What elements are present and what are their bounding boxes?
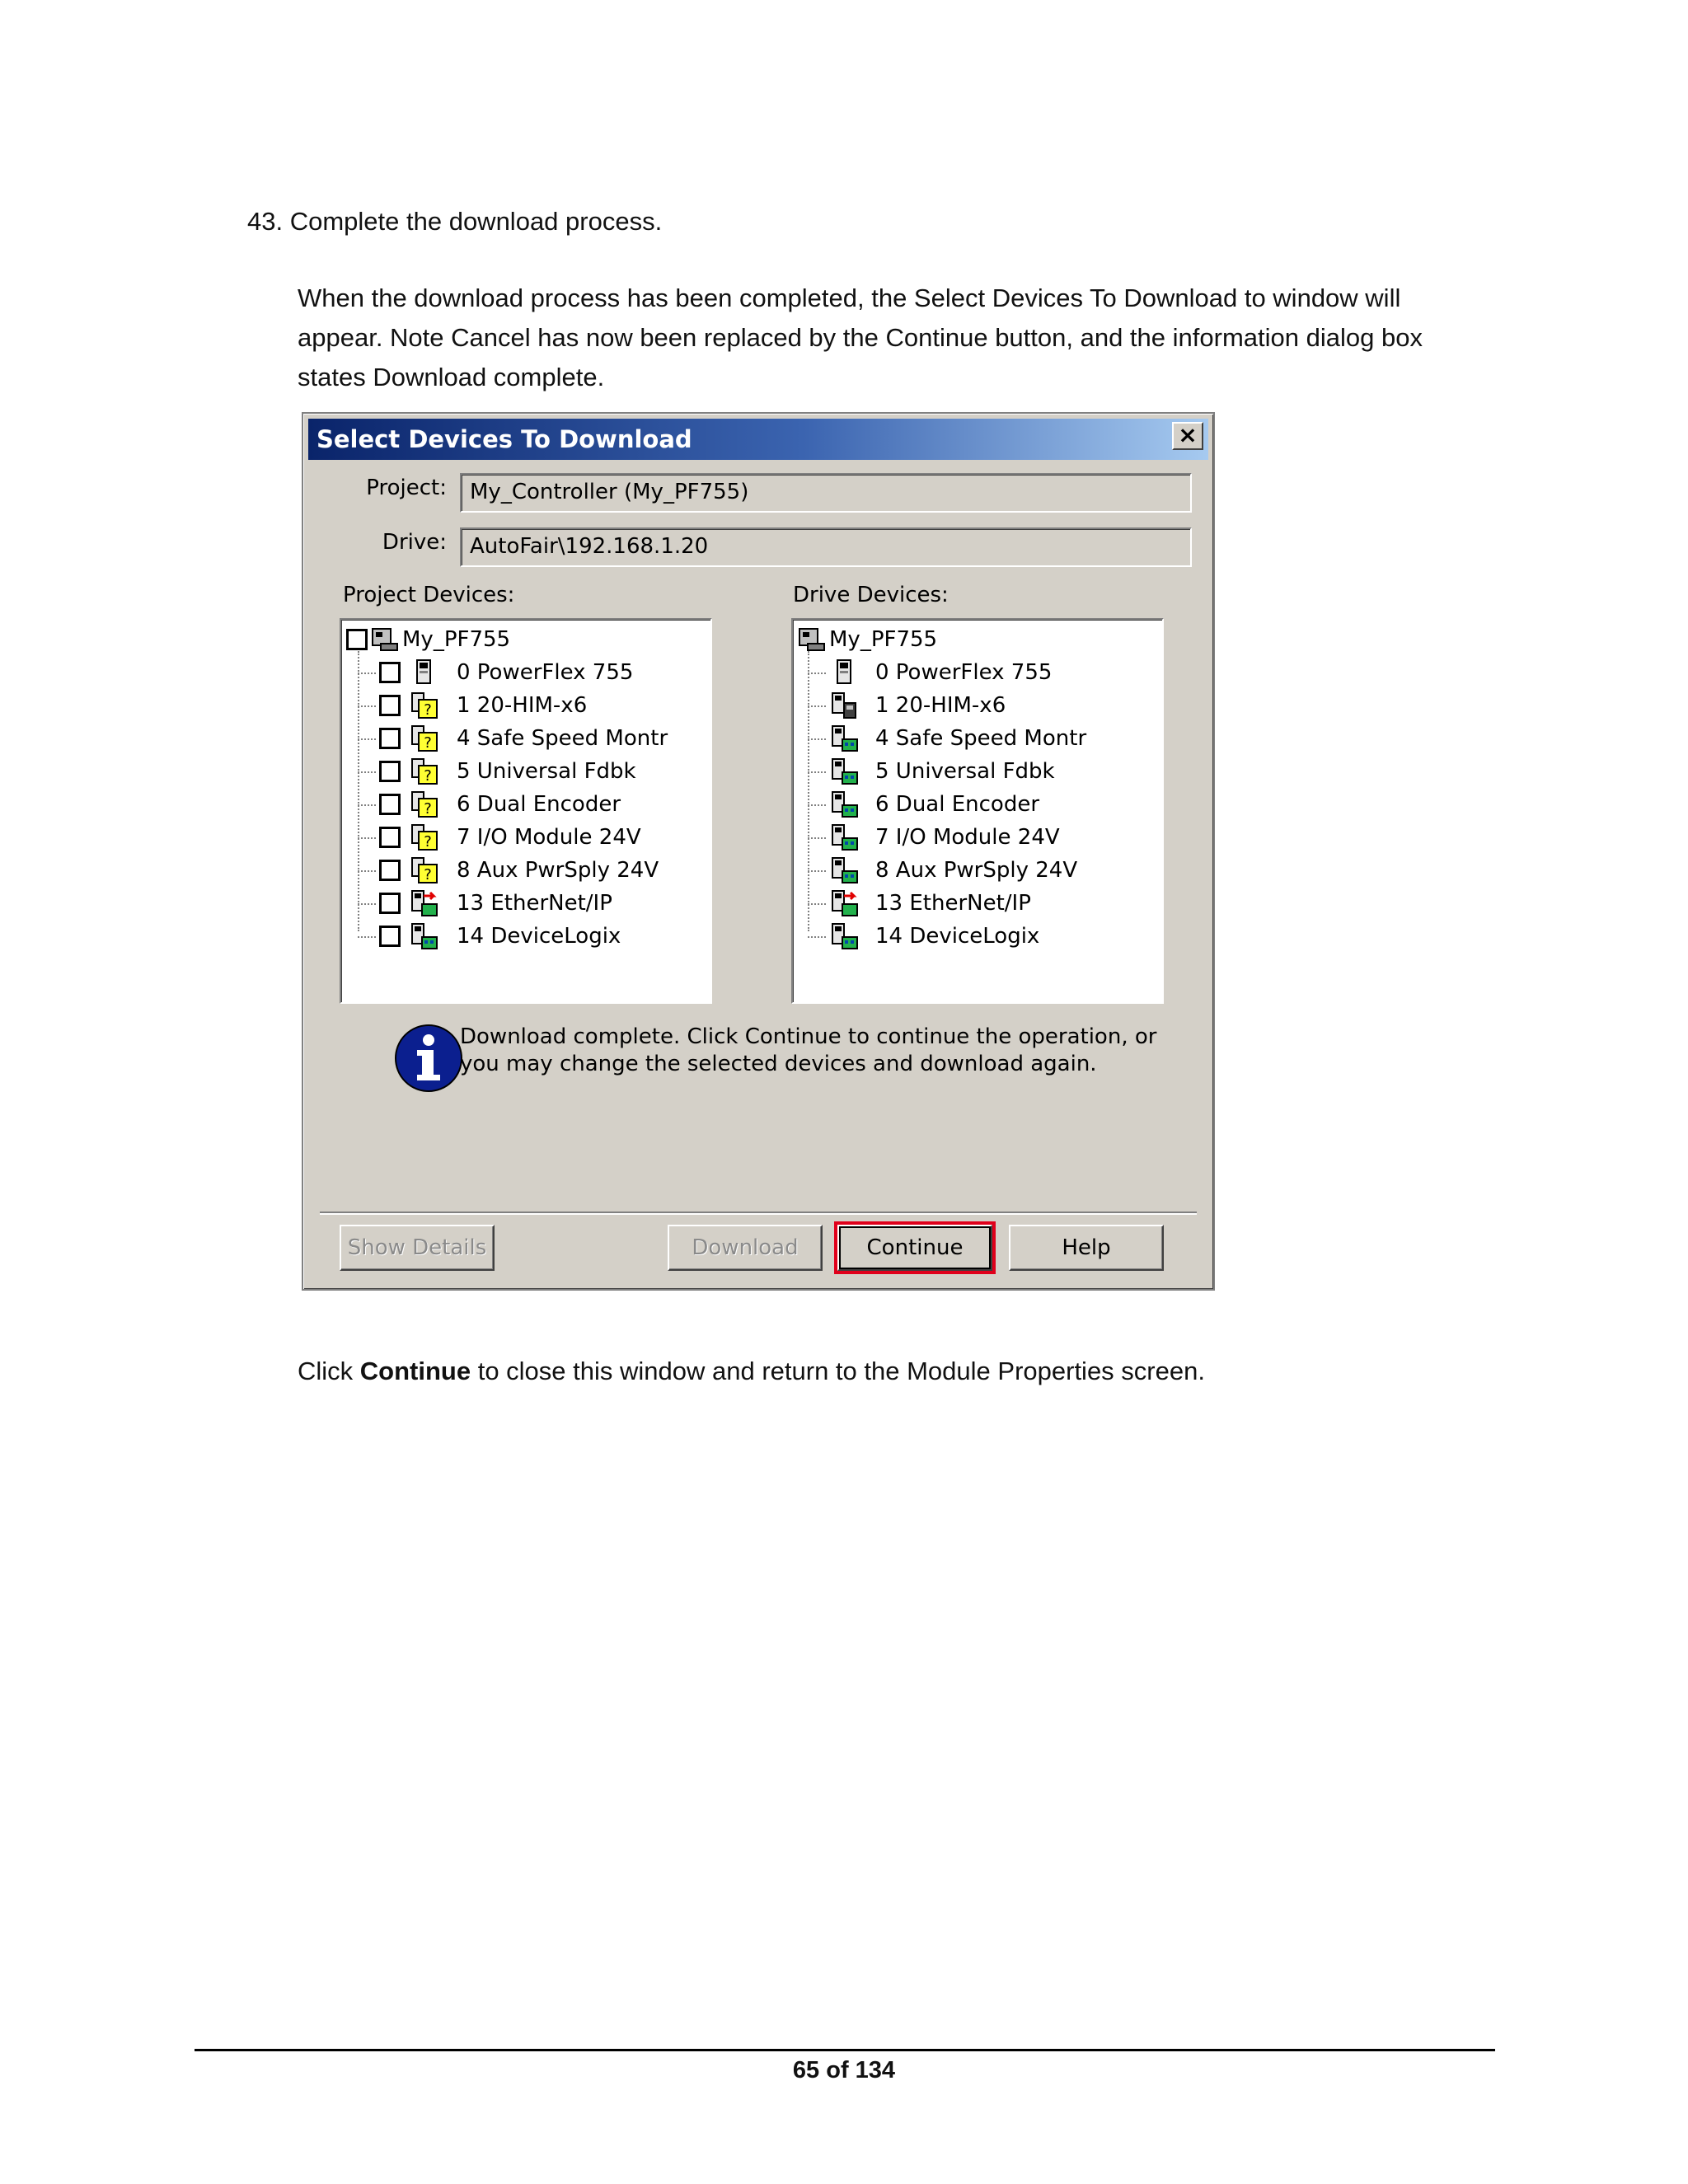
- network-device-icon: [410, 922, 438, 950]
- project-device-row[interactable]: [341, 887, 704, 920]
- project-device-checkbox[interactable]: [379, 827, 401, 848]
- tree-connector: [358, 804, 376, 806]
- svg-text:?: ?: [424, 767, 432, 785]
- step-heading: 43. Complete the download process.: [247, 207, 663, 236]
- project-device-row[interactable]: [341, 788, 704, 821]
- unknown-device-icon: [410, 691, 438, 719]
- network-device-icon: [831, 922, 859, 950]
- drive-icon: [798, 626, 826, 654]
- tree-connector: [358, 771, 376, 773]
- outro-suffix: to close this window and return to the Module Properties screen.: [471, 1357, 1205, 1385]
- network-transfer-icon: [410, 889, 438, 917]
- drive-device-label: 13 EtherNet/IP: [875, 891, 1031, 916]
- project-device-label: 8 Aux PwrSply 24V: [457, 858, 659, 883]
- network-device-icon: [831, 823, 859, 851]
- tree-connector: [808, 771, 826, 773]
- drive-icon: [371, 626, 399, 654]
- him-device-icon: [831, 691, 859, 719]
- project-device-row[interactable]: [341, 656, 704, 689]
- project-devices-label: Project Devices:: [343, 583, 515, 607]
- project-device-row[interactable]: [341, 920, 704, 953]
- unknown-device-icon: [410, 856, 438, 884]
- drive-field: AutoFair\192.168.1.20: [460, 527, 1192, 567]
- drive-device-row[interactable]: [793, 689, 1156, 722]
- drive-device-label: 7 I/O Module 24V: [875, 825, 1060, 850]
- drive-icon: [831, 658, 859, 687]
- info-line-1: Download complete. Click Continue to continue the operation, or: [460, 1024, 1157, 1049]
- svg-text:?: ?: [424, 701, 432, 719]
- project-device-checkbox[interactable]: [379, 662, 401, 683]
- svg-text:?: ?: [424, 866, 432, 883]
- project-device-checkbox[interactable]: [379, 893, 401, 914]
- project-root-checkbox[interactable]: [346, 629, 368, 650]
- project-device-label: 5 Universal Fdbk: [457, 759, 636, 784]
- drive-device-label: 8 Aux PwrSply 24V: [875, 858, 1078, 883]
- project-label: Project:: [366, 476, 447, 500]
- drive-device-row[interactable]: [793, 755, 1156, 788]
- dialog-title: Select Devices To Download: [308, 419, 1208, 460]
- download-button[interactable]: Download: [668, 1225, 823, 1271]
- project-device-checkbox[interactable]: [379, 926, 401, 947]
- select-devices-dialog: [302, 412, 1215, 1291]
- tree-connector: [358, 673, 376, 674]
- tree-connector: [358, 903, 376, 905]
- outro-prefix: Click: [298, 1357, 360, 1385]
- project-device-row[interactable]: [341, 722, 704, 755]
- project-device-label: 4 Safe Speed Montr: [457, 726, 668, 751]
- show-details-button[interactable]: Show Details: [340, 1225, 495, 1271]
- drive-device-row[interactable]: [793, 821, 1156, 854]
- drive-device-row[interactable]: [793, 887, 1156, 920]
- tree-connector: [358, 837, 376, 839]
- project-device-row[interactable]: [341, 854, 704, 887]
- project-device-checkbox[interactable]: [379, 761, 401, 782]
- info-icon: [394, 1024, 463, 1093]
- tree-connector: [358, 870, 376, 872]
- project-device-checkbox[interactable]: [379, 860, 401, 881]
- button-separator: [320, 1212, 1197, 1215]
- unknown-device-icon: [410, 823, 438, 851]
- unknown-device-icon: [410, 790, 438, 818]
- footer-rule: [195, 2049, 1495, 2051]
- tree-connector: [358, 705, 376, 707]
- network-device-icon: [831, 724, 859, 752]
- tree-connector: [808, 837, 826, 839]
- drive-device-row[interactable]: [793, 788, 1156, 821]
- project-device-row[interactable]: [341, 689, 704, 722]
- drive-device-label: 6 Dual Encoder: [875, 792, 1040, 817]
- tree-connector: [808, 804, 826, 806]
- svg-text:?: ?: [424, 800, 432, 818]
- project-device-checkbox[interactable]: [379, 728, 401, 749]
- help-button[interactable]: Help: [1009, 1225, 1164, 1271]
- drive-root-label: My_PF755: [829, 627, 938, 652]
- project-device-checkbox[interactable]: [379, 794, 401, 815]
- tree-connector: [808, 673, 826, 674]
- network-device-icon: [831, 790, 859, 818]
- drive-devices-tree[interactable]: [791, 618, 1164, 1004]
- outro-paragraph: [298, 1352, 1205, 1391]
- page-number: 65 of 134: [792, 2057, 896, 2083]
- drive-icon: [410, 658, 438, 687]
- project-device-label: 1 20-HIM-x6: [457, 693, 588, 718]
- tree-connector: [808, 870, 826, 872]
- tree-connector: [808, 738, 826, 740]
- project-root-label: My_PF755: [402, 627, 511, 652]
- project-device-row[interactable]: [341, 821, 704, 854]
- drive-device-label: 14 DeviceLogix: [875, 924, 1040, 949]
- tree-connector: [358, 936, 376, 938]
- drive-device-label: 4 Safe Speed Montr: [875, 726, 1087, 751]
- drive-devices-label: Drive Devices:: [793, 583, 949, 607]
- project-device-label: 14 DeviceLogix: [457, 924, 621, 949]
- tree-connector: [358, 738, 376, 740]
- project-device-label: 13 EtherNet/IP: [457, 891, 612, 916]
- drive-device-row[interactable]: [793, 656, 1156, 689]
- unknown-device-icon: [410, 757, 438, 785]
- project-device-label: 0 PowerFlex 755: [457, 660, 634, 685]
- info-line-2: you may change the selected devices and download again.: [460, 1052, 1097, 1076]
- close-icon[interactable]: ×: [1172, 422, 1203, 450]
- drive-label: Drive:: [382, 530, 447, 555]
- network-device-icon: [831, 757, 859, 785]
- tree-connector: [808, 936, 826, 938]
- unknown-device-icon: [410, 724, 438, 752]
- network-transfer-icon: [831, 889, 859, 917]
- continue-button[interactable]: Continue: [837, 1225, 992, 1271]
- tree-connector: [808, 903, 826, 905]
- drive-device-row[interactable]: [793, 854, 1156, 887]
- drive-device-row[interactable]: [793, 920, 1156, 953]
- project-device-checkbox[interactable]: [379, 695, 401, 716]
- intro-paragraph: When the download process has been completed, the Select Devices To Download to window will appear. Note Cancel has now been replaced by the Continue button, and the information dialog box states Download complete.: [298, 284, 1423, 391]
- drive-device-label: 1 20-HIM-x6: [875, 693, 1006, 718]
- network-device-icon: [831, 856, 859, 884]
- project-device-row[interactable]: [341, 755, 704, 788]
- drive-device-row[interactable]: [793, 722, 1156, 755]
- drive-device-label: 5 Universal Fdbk: [875, 759, 1055, 784]
- svg-text:?: ?: [424, 833, 432, 851]
- project-devices-tree[interactable]: [340, 618, 712, 1004]
- svg-text:?: ?: [424, 734, 432, 752]
- project-device-label: 7 I/O Module 24V: [457, 825, 641, 850]
- project-device-label: 6 Dual Encoder: [457, 792, 621, 817]
- outro-bold: Continue: [359, 1357, 471, 1385]
- drive-device-label: 0 PowerFlex 755: [875, 660, 1053, 685]
- tree-connector: [808, 705, 826, 707]
- project-field: My_Controller (My_PF755): [460, 473, 1192, 513]
